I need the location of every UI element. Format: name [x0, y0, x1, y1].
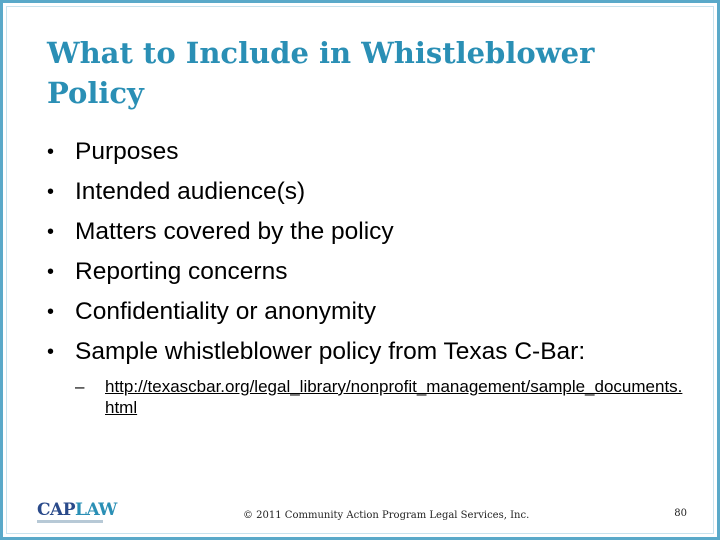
bullet-dot-icon: • [47, 221, 55, 243]
bullet-item [47, 215, 585, 255]
bullet-dot-icon: • [47, 301, 55, 323]
bullet-text: Intended audience(s) [75, 178, 306, 205]
logo-law: LAW [75, 500, 117, 520]
caplaw-logo [37, 500, 117, 524]
bullet-item [47, 175, 585, 215]
bullet-text: Sample whistleblower policy from Texas C-Bar: [75, 338, 586, 365]
bullet-dot-icon: • [47, 261, 55, 283]
bullet-text: Confidentiality or anonymity [75, 298, 376, 325]
logo-cap: CAP [37, 500, 76, 520]
slide-title: What to Include in Whistleblower Policy [47, 36, 595, 110]
caplaw-logo-mark [37, 500, 117, 520]
bullet-dot-icon: • [47, 341, 55, 363]
bullet-text: Reporting concerns [75, 258, 288, 285]
sub-bullet [75, 376, 685, 418]
texas-cbar-link[interactable]: http://texascbar.org/legal_library/nonprofit_management/sample_documents.html [105, 377, 683, 417]
bullet-text: Matters covered by the policy [75, 218, 394, 245]
bullet-item [47, 335, 585, 375]
bullet-dot-icon: • [47, 181, 55, 203]
bullet-item [47, 255, 585, 295]
bullet-dot-icon: • [47, 141, 55, 163]
bullet-list [47, 135, 585, 375]
sub-bullet-dash: – [75, 377, 85, 396]
copyright-text: © 2011 Community Action Program Legal Services, Inc. [243, 510, 530, 521]
bullet-item [47, 295, 585, 335]
bullet-text: Purposes [75, 138, 179, 165]
bullet-item [47, 135, 585, 175]
logo-tagline-bar [37, 520, 103, 523]
page-number: 80 [674, 508, 687, 519]
